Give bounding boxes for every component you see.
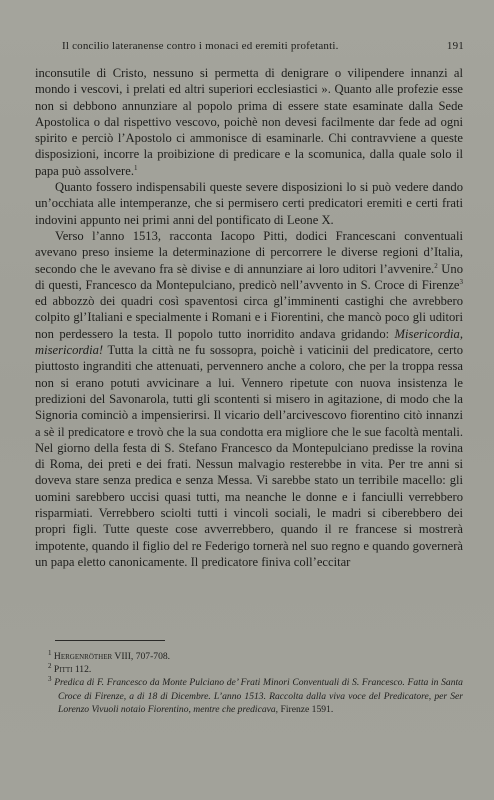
text-run: Tutta la città ne fu sossopra, poichè i vaticinii del predicatore, certo piuttosto ingranditi che attenuati, pervennero anche a coloro, che per la troppa ressa non si erano potuti avvicinare a lui. Vennero ripetute con nuova insistenza le predizioni del Savonarola, tutti gli scontenti si misero in agitazione, di modo che la Signoria cominciò a impensierirsi. Il vicario dell’arcivescovo fiorentino citò innanzi a sè il predicatore e trovò che la sua condotta era migliore che le sue facoltà mentali. Nel giorno della festa di S. Stefano Francesco da Montepulciano predisse la rovina di Roma, dei preti e dei frati. Nessun malvagio resterebbe in vita. Per tre anni si doveva stare senza predica e senza Messa. Vi sarebbe stato un terribile macello: gli uomini sarebbero uccisi quasi tutti, ma neanche le donne e i fanciulli verrebbero risparmiati. Verrebbero sciolti tutti i vincoli sociali, le madri si ciberebbero dei propri figli. Tutte queste cose avverrebbero, quando il re francese si mostrerà impotente, quando il figlio del re Federigo tornerà nel suo regno e quando governerà un papa eletto canonicamente. Il predicatore finiva coll’eccitar <box>35 343 463 569</box>
page-number: 191 <box>446 40 464 52</box>
text-run: inconsutile di Cristo, nessuno si permetta di denigrare o vilipendere innanzi al mondo i vescovi, i prelati ed altri superiori ecclesiastici ». Quanto alle profezie esse non si debbono annunziare al popolo prima di essere state esaminate dalla Sede Apostolica o dal rispettivo vescovo, poichè non devesi facilmente dar fede ad ogni spirito e perciò l’Apostolo ci ammonisce di esaminarle. Chi contravviene a queste disposizioni, incorre la proibizione di predicare e la scomunica, dalla quale solo il papa può assolvere. <box>35 66 463 178</box>
text-run: 112. <box>72 664 92 676</box>
paragraph-intemperanze <box>35 179 463 228</box>
paragraph-continued <box>35 65 463 179</box>
footnote-marker: 3 <box>48 675 52 684</box>
footnote-1 <box>48 650 463 663</box>
footnote-marker: 2 <box>434 261 438 270</box>
text-run: Pitti <box>53 664 73 676</box>
text-run: Verso l’anno 1513, racconta Iacopo Pitti, dodici Francescani conventuali avevano preso insieme la determinazione di percorrere le diverse regioni d’Italia, secondo che le avevano fra sè divise e di annunziare ai loro uditori l’avvenire. <box>35 228 463 276</box>
main-text <box>35 65 463 570</box>
footnote-marker: 3 <box>459 277 463 286</box>
text-run: Firenze 1591. <box>278 703 334 715</box>
footnote-2 <box>48 663 463 676</box>
text-run: Quanto fossero indispensabili queste severe disposizioni lo si può vedere dando un’occhiata alle intemperanze, che si permisero certi predicatori eremiti e certi frati indovini appunto nei primi anni del pontificato di Leone X. <box>35 180 463 227</box>
footnote-marker: 1 <box>133 163 138 172</box>
paragraph-montepulciano <box>35 228 463 570</box>
running-title: Il concilio lateranense contro i monaci ed eremiti profetanti. <box>62 40 339 52</box>
running-header <box>62 40 464 54</box>
footnotes <box>48 650 463 716</box>
text-run: ed abbozzò dei quadri così spaventosi circa gl’imminenti castighi che avrebbero colpito gl’Italiani e specialmente i Romani e i Fiorentini, che mancò poco gli uditori non perdessero la testa. Il popolo tutto inorridito andava gridando: <box>35 294 463 341</box>
italic-text: Misericordia, misericordia! <box>35 326 463 358</box>
italic-text: Predica di F. Francesco da Monte Pulciano de’ Frati Minori Conventuali di S. Francesco. Fatta in Santa Croce di Firenze, a di 18 di Dicembre. L’anno 1513. Raccolta dalla viva voce del Predicatore, per Ser Lorenzo Vivuoli notaio Fiorentino, mentre che predicava, <box>54 677 463 715</box>
footnote-3 <box>48 676 463 716</box>
text-run: Uno di questi, Francesco da Montepulciano, predicò nell’avvento in S. Croce di Firenze <box>35 261 463 292</box>
footnote-rule <box>55 640 165 641</box>
footnote-marker: 2 <box>48 662 52 671</box>
text-run: VIII, 707-708. <box>112 651 171 662</box>
text-run: Hergenröther <box>53 651 113 662</box>
footnote-marker: 1 <box>48 648 52 657</box>
